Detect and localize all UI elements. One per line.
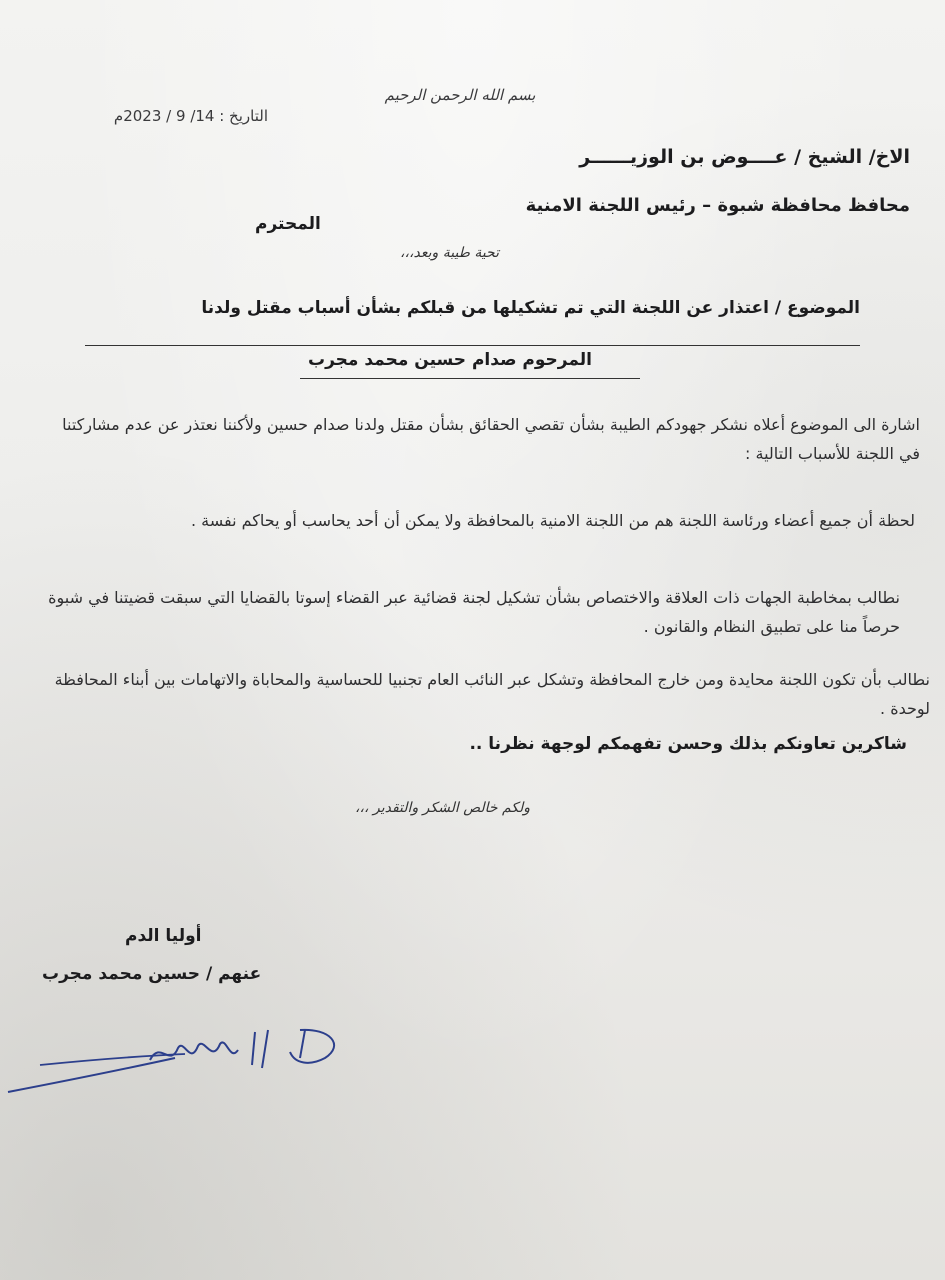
subject-line-2: المرحوم صدام حسين محمد مجرب — [308, 350, 592, 370]
regards-line: ولكم خالص الشكر والتقدير ،،، — [355, 800, 531, 816]
body-paragraph-2: لحظة أن جميع أعضاء ورئاسة اللجنة هم من اللجنة الامنية بالمحافظة ولا يمكن أن أحد يحاسب أو يحاكم نفسة . — [190, 511, 915, 530]
subject-underline-1 — [85, 345, 860, 346]
basmala-header: بسم الله الرحمن الرحيم — [384, 86, 536, 104]
body-paragraph-1: اشارة الى الموضوع أعلاه نشكر جهودكم الطيبة بشأن تقصي الحقائق بشأن مقتل ولدنا صدام حسين ولأكننا نعتذر عن عدم مشاركتنا في اللجنة للأسباب التالية : — [62, 415, 920, 463]
body-paragraph-3: نطالب بمخاطبة الجهات ذات العلاقة والاختصاص بشأن تشكيل لجنة قضائية عبر القضاء إسوتا بالقضايا التي سبقت قضيتنا في شبوة حرصاً منا على تطبيق النظام والقانون . — [48, 588, 900, 636]
greeting: تحية طيبة وبعد،،، — [400, 245, 499, 261]
subject-line-1: الموضوع / اعتذار عن اللجنة التي تم تشكيلها من قبلكم بشأن أسباب مقتل ولدنا — [201, 298, 860, 318]
letter-date: التاريخ : 14/ 9 / 2023م — [113, 107, 268, 125]
signatory-label: أوليا الدم — [125, 926, 202, 946]
body-paragraph-4: نطالب بأن تكون اللجنة محايدة ومن خارج المحافظة وتشكل عبر النائب العام تجنبيا للحساسية والمحاباة والاتهامات بين أبناء المحافظة لوحدة . — [54, 670, 930, 718]
subject-underline-2 — [300, 378, 640, 379]
handwritten-signature — [0, 1010, 350, 1110]
honorific: المحترم — [255, 214, 321, 234]
signatory-name: عنهم / حسين محمد مجرب — [42, 964, 262, 984]
recipient-title: الاخ/ الشيخ / عــــوض بن الوزيــــــر — [579, 146, 910, 168]
recipient-position: محافظ محافظة شبوة – رئيس اللجنة الامنية — [525, 195, 910, 216]
closing-line: شاكرين تعاونكم بذلك وحسن تفهمكم لوجهة نظرنا .. — [469, 734, 907, 754]
